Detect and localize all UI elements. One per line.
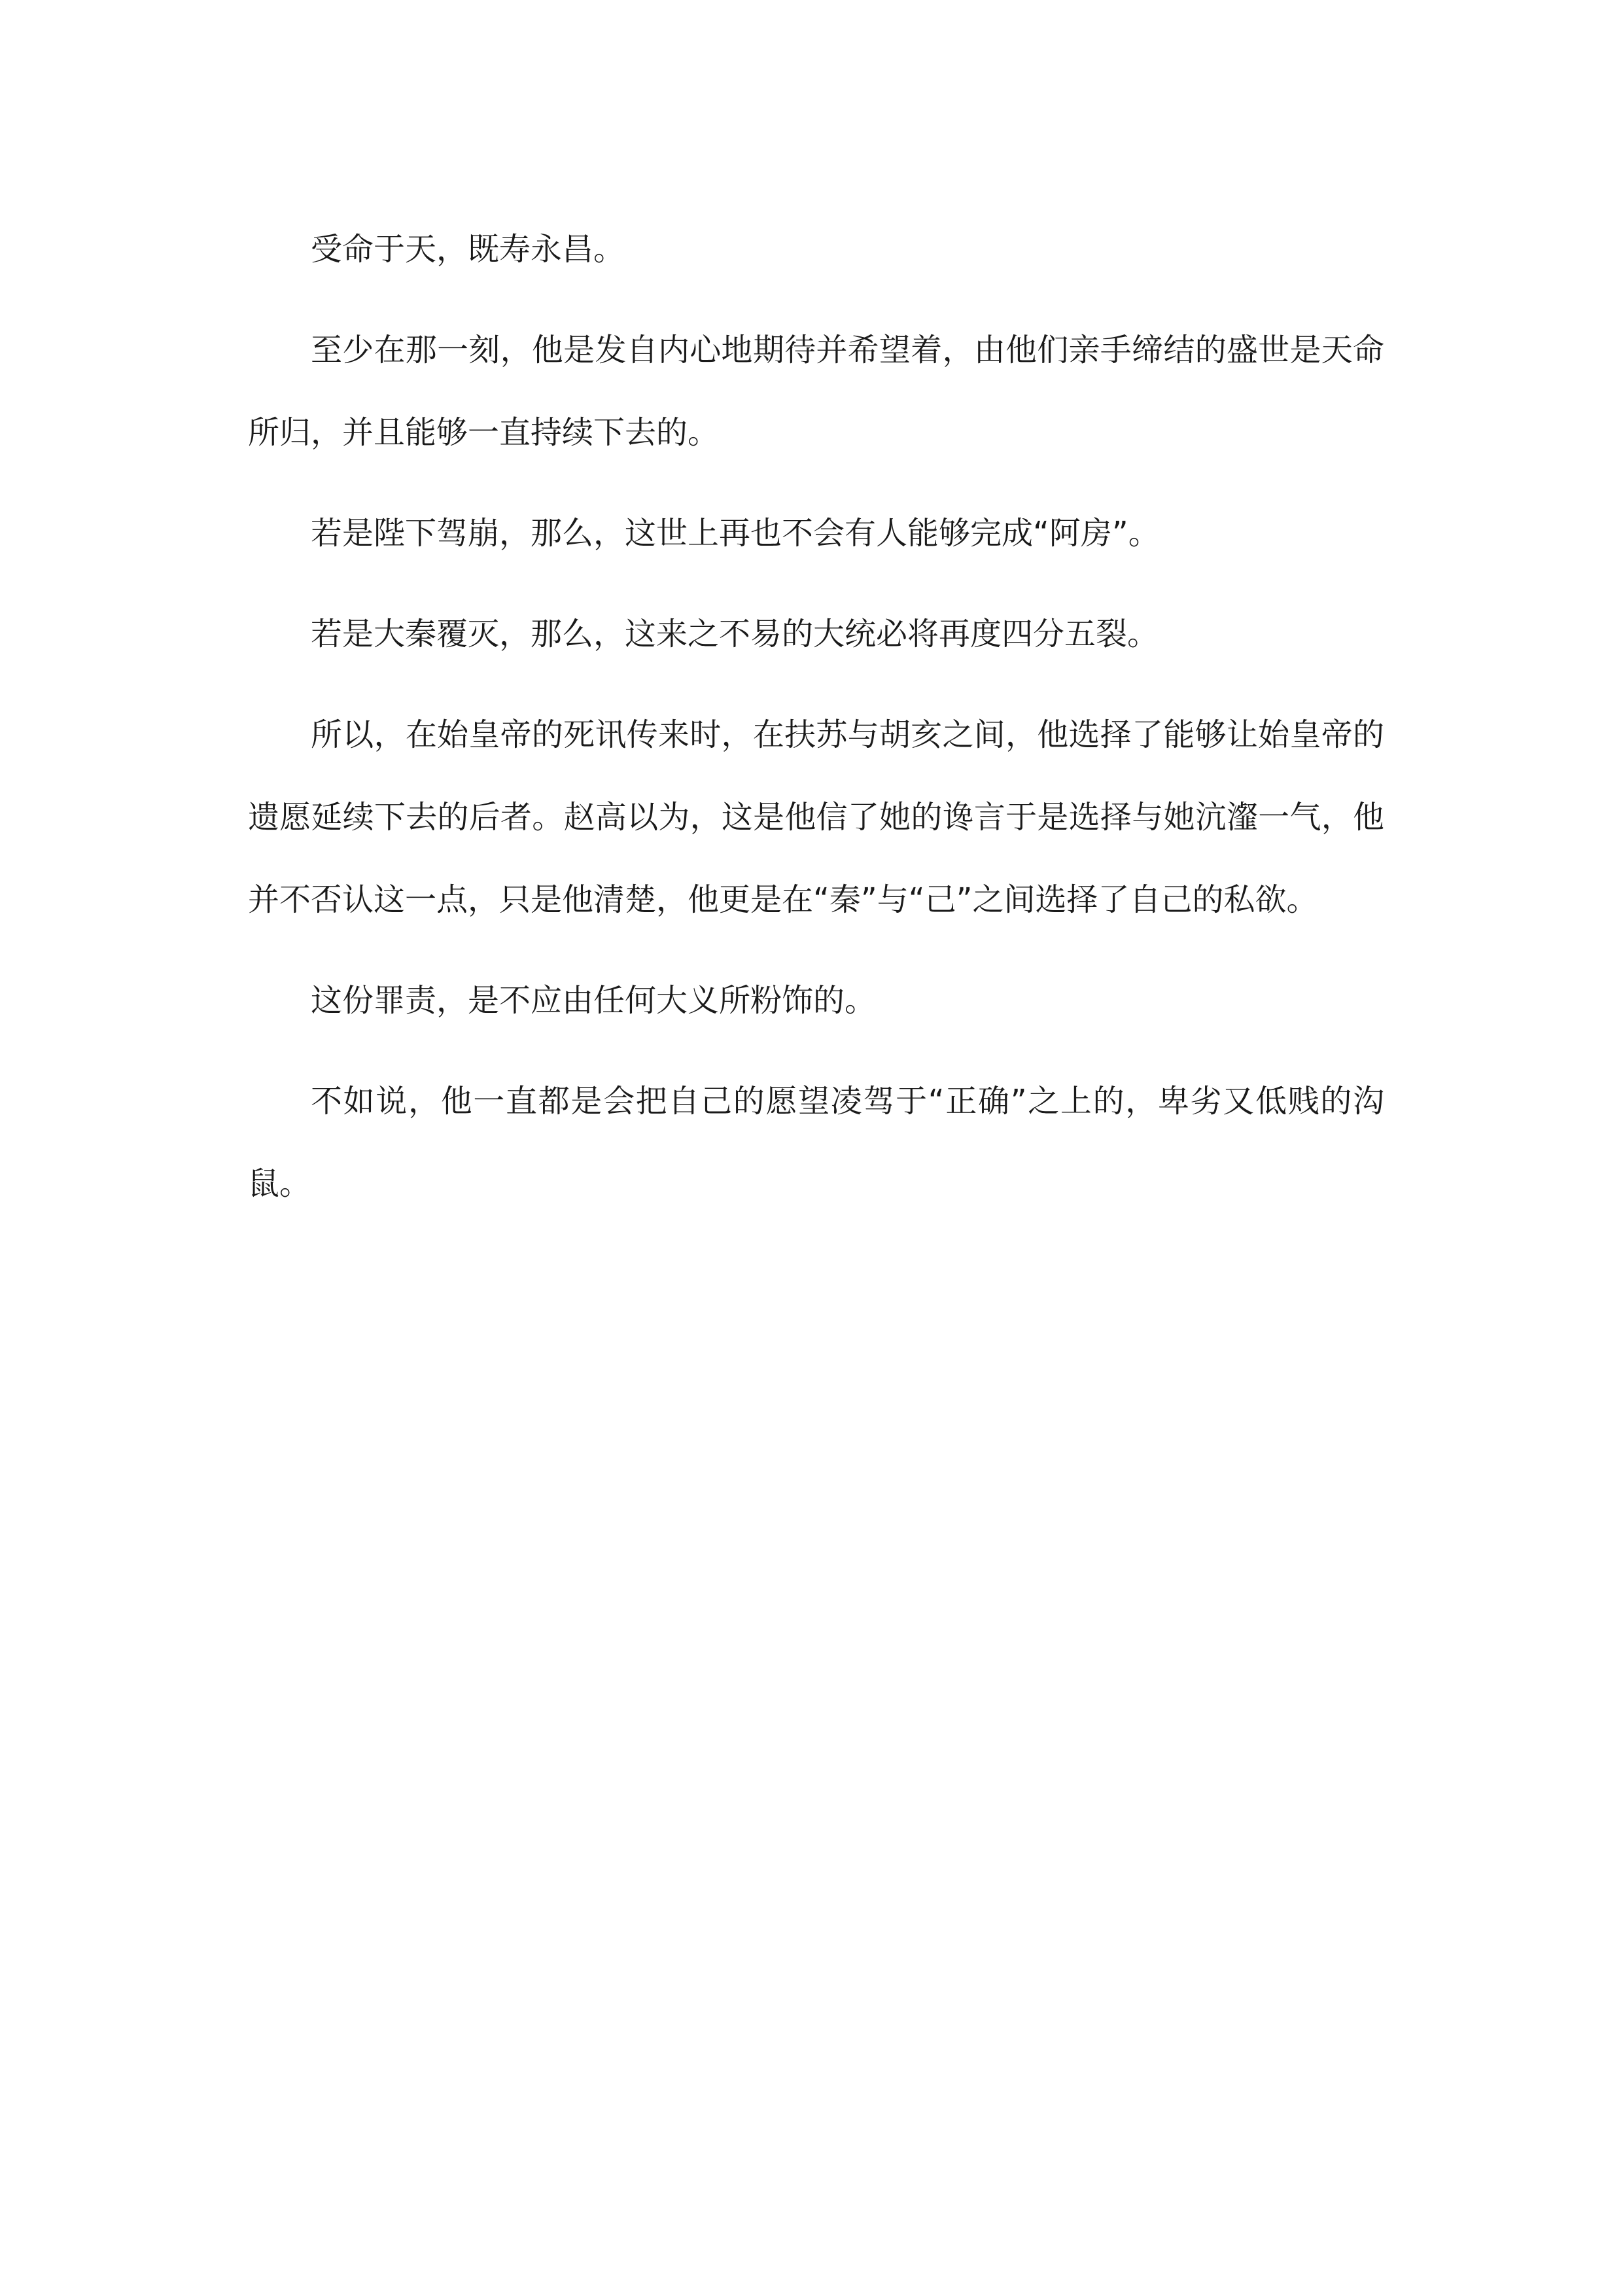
paragraph-3: 若是陛下驾崩，那么，这世上再也不会有人能够完成“阿房”。 xyxy=(311,515,1160,552)
document-body xyxy=(248,208,1384,1243)
paragraph-5: 所以，在始皇帝的死讯传来时，在扶苏与胡亥之间，他选择了能够让始皇帝的遗愿延续下去的后者。赵高以为，这是他信了她的谗言于是选择与她沆瀣一气，他并不否认这一点，只是他清楚，他更是在“秦”与“己”之间选择了自己的私欲。 xyxy=(248,716,1384,918)
paragraph-4: 若是大秦覆灭，那么，这来之不易的大统必将再度四分五裂。 xyxy=(311,616,1159,652)
paragraph-1: 受命于天，既寿永昌。 xyxy=(311,231,625,268)
paragraph-6: 这份罪责，是不应由任何大义所粉饰的。 xyxy=(311,982,877,1019)
paragraph-2: 至少在那一刻，他是发自内心地期待并希望着，由他们亲手缔结的盛世是天命所归，并且能够一直持续下去的。 xyxy=(248,332,1384,451)
paragraph-7: 不如说，他一直都是会把自己的愿望凌驾于“正确”之上的，卑劣又低贱的沟鼠。 xyxy=(248,1083,1384,1202)
